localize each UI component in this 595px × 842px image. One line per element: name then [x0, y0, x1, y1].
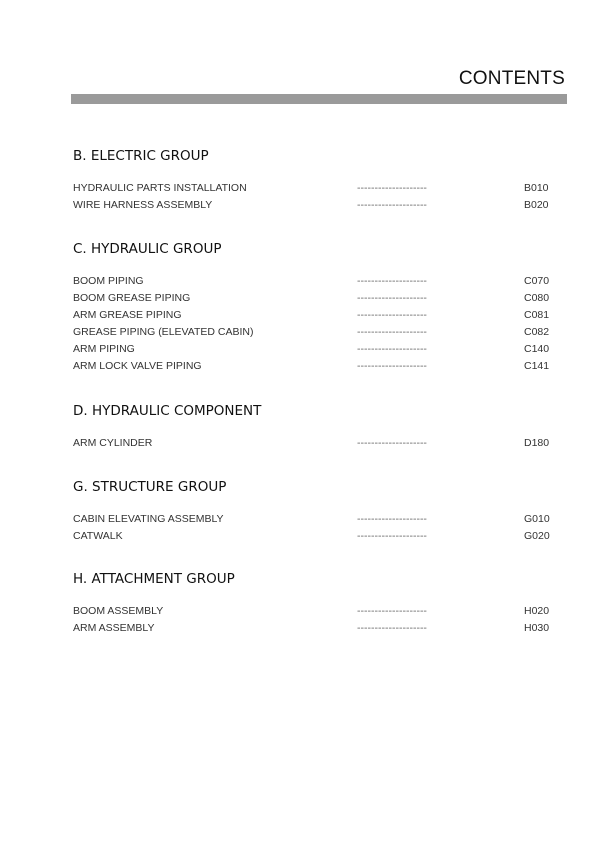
section-entries	[73, 435, 553, 452]
entry-page-code: C081	[524, 309, 550, 321]
section-entries	[73, 603, 553, 637]
dot-leader: --------------------	[357, 513, 427, 525]
contents-entry[interactable]	[73, 197, 553, 214]
entry-name: HYDRAULIC PARTS INSTALLATION	[73, 182, 247, 194]
entry-name: ARM ASSEMBLY	[73, 622, 155, 634]
entry-name: ARM PIPING	[73, 343, 135, 355]
entry-name: BOOM GREASE PIPING	[73, 292, 191, 304]
entry-page-code: H030	[524, 622, 550, 634]
section-heading: B. ELECTRIC GROUP	[73, 148, 209, 164]
dot-leader: --------------------	[357, 343, 427, 355]
contents-entry[interactable]	[73, 528, 553, 545]
contents-section	[73, 239, 553, 375]
contents-entry[interactable]	[73, 603, 553, 620]
dot-leader: --------------------	[357, 309, 427, 321]
title-divider-bar	[71, 94, 567, 104]
section-entries	[73, 511, 553, 545]
section-entries	[73, 180, 553, 214]
contents-section	[73, 146, 553, 214]
dot-leader: --------------------	[357, 199, 427, 211]
contents-section	[73, 569, 553, 637]
entry-page-code: D180	[524, 437, 550, 449]
entry-name: CATWALK	[73, 530, 123, 542]
entry-page-code: B020	[524, 199, 549, 211]
entry-name: GREASE PIPING (ELEVATED CABIN)	[73, 326, 254, 338]
entry-name: BOOM PIPING	[73, 275, 144, 287]
dot-leader: --------------------	[357, 622, 427, 634]
entry-name: ARM GREASE PIPING	[73, 309, 182, 321]
entry-page-code: C141	[524, 360, 550, 372]
entry-name: ARM CYLINDER	[73, 437, 153, 449]
entry-page-code: C070	[524, 275, 550, 287]
contents-entry[interactable]	[73, 290, 553, 307]
contents-entry[interactable]	[73, 620, 553, 637]
contents-section	[73, 401, 553, 452]
section-heading: H. ATTACHMENT GROUP	[73, 571, 235, 587]
contents-entry[interactable]	[73, 511, 553, 528]
contents-section	[73, 477, 553, 545]
entry-page-code: C082	[524, 326, 550, 338]
dot-leader: --------------------	[357, 605, 427, 617]
entry-name: BOOM ASSEMBLY	[73, 605, 164, 617]
dot-leader: --------------------	[357, 530, 427, 542]
contents-entry[interactable]	[73, 358, 553, 375]
contents-entry[interactable]	[73, 273, 553, 290]
entry-page-code: C080	[524, 292, 550, 304]
section-heading: C. HYDRAULIC GROUP	[73, 241, 222, 257]
section-heading: D. HYDRAULIC COMPONENT	[73, 403, 262, 419]
entry-page-code: G010	[524, 513, 550, 525]
contents-entry[interactable]	[73, 341, 553, 358]
contents-entry[interactable]	[73, 180, 553, 197]
dot-leader: --------------------	[357, 326, 427, 338]
dot-leader: --------------------	[357, 292, 427, 304]
entry-name: ARM LOCK VALVE PIPING	[73, 360, 202, 372]
contents-entry[interactable]	[73, 324, 553, 341]
contents-entry[interactable]	[73, 307, 553, 324]
section-entries	[73, 273, 553, 375]
dot-leader: --------------------	[357, 360, 427, 372]
entry-page-code: B010	[524, 182, 549, 194]
contents-entry[interactable]	[73, 435, 553, 452]
dot-leader: --------------------	[357, 275, 427, 287]
entry-page-code: H020	[524, 605, 550, 617]
section-heading: G. STRUCTURE GROUP	[73, 479, 227, 495]
dot-leader: --------------------	[357, 437, 427, 449]
page-title: CONTENTS	[458, 68, 565, 89]
entry-name: WIRE HARNESS ASSEMBLY	[73, 199, 213, 211]
entry-name: CABIN ELEVATING ASSEMBLY	[73, 513, 224, 525]
dot-leader: --------------------	[357, 182, 427, 194]
entry-page-code: G020	[524, 530, 550, 542]
entry-page-code: C140	[524, 343, 550, 355]
